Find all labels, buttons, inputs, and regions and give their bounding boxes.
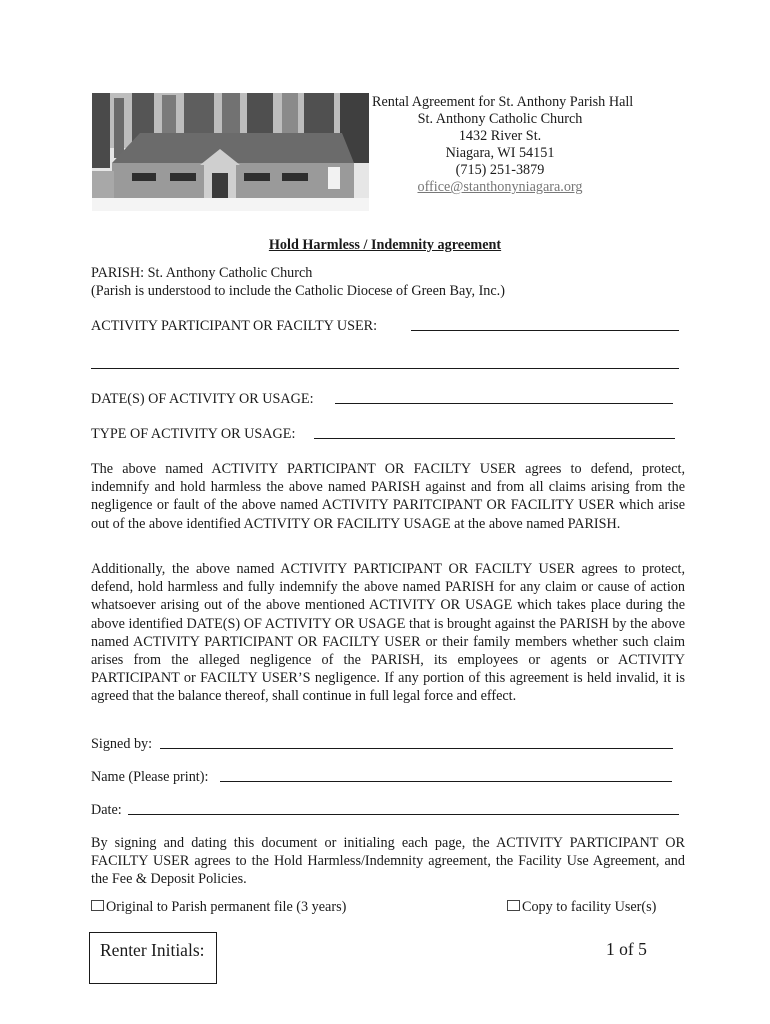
type-label: TYPE OF ACTIVITY OR USAGE:: [91, 426, 296, 442]
participant-field-continued[interactable]: [91, 368, 679, 369]
dates-field[interactable]: [335, 403, 673, 404]
signed-by-field[interactable]: [160, 748, 673, 749]
original-checkbox-label: Original to Parish permanent file (3 years): [106, 899, 347, 915]
document-title: Hold Harmless / Indemnity agreement: [268, 237, 502, 253]
name-label: Name (Please print):: [91, 769, 209, 785]
copy-checkbox-row[interactable]: [507, 898, 656, 916]
consent-paragraph: By signing and dating this document or initialing each page, the ACTIVITY PARTICIPANT OR FACILTY USER agrees to the Hold Harmless/Indemnity agreement, the Facility Use Agreement, and the Fee & Deposit Policies.: [91, 835, 685, 888]
participant-field[interactable]: [411, 330, 679, 331]
name-field[interactable]: [220, 781, 672, 782]
date-label: Date:: [91, 802, 122, 818]
page-number: 1 of 5: [606, 939, 647, 959]
church-phone: (715) 251-3879: [455, 162, 545, 178]
church-name: St. Anthony Catholic Church: [417, 111, 583, 127]
parish-line: PARISH: St. Anthony Catholic Church: [91, 265, 313, 281]
church-email-link[interactable]: office@stanthonyniagara.org: [417, 179, 583, 195]
copy-checkbox[interactable]: [507, 900, 520, 911]
type-field[interactable]: [314, 438, 675, 439]
parish-hall-photo: [92, 93, 369, 211]
original-checkbox-row[interactable]: [91, 898, 346, 916]
renter-initials-box[interactable]: [89, 932, 217, 984]
renter-initials-label: Renter Initials:: [100, 940, 205, 960]
dates-label: DATE(S) OF ACTIVITY OR USAGE:: [91, 391, 314, 407]
signed-by-label: Signed by:: [91, 736, 153, 752]
church-header: [372, 94, 634, 196]
indemnity-paragraph-2: Additionally, the above named ACTIVITY PARTICIPANT OR FACILTY USER agrees to protect, defend, hold harmless and fully indemnify the above named PARISH for any claim or cause of action whatsoever arising out of the above mentioned ACTIVITY OR USAGE which takes place during the above identified DATE(S) OF ACTIVITY OR USAGE that is brought against the PARISH by the above named ACTIVITY PARTICIPANT OR FACILTY USER or their family members whether such claim arises from the alleged negligence of the PARISH, its employees or agents or ACTIVITY PARTICIPANT or FACILTY USER’S negligence. If any portion of this agreement is held invalid, it is agreed that the balance thereof, shall continue in full legal force and effect.: [91, 561, 685, 705]
participant-label: ACTIVITY PARTICIPANT OR FACILTY USER:: [91, 318, 378, 334]
parish-note: (Parish is understood to include the Catholic Diocese of Green Bay, Inc.): [91, 283, 505, 299]
agreement-heading: Rental Agreement for St. Anthony Parish Hall: [372, 94, 634, 110]
date-field[interactable]: [128, 814, 679, 815]
indemnity-paragraph-1: The above named ACTIVITY PARTICIPANT OR FACILTY USER agrees to defend, protect, indemnify and hold harmless the above named PARISH against and from all claims arising from the negligence or fault of the above named ACTIVITY PARITCIPANT OR FACILITY USER which arise out of the above identified ACTIVITY OR FACILITY USAGE at the above named PARISH.: [91, 461, 685, 532]
church-city: Niagara, WI 54151: [445, 145, 555, 161]
copy-checkbox-label: Copy to facility User(s): [522, 899, 657, 915]
church-street: 1432 River St.: [458, 128, 542, 144]
original-checkbox[interactable]: [91, 900, 104, 911]
